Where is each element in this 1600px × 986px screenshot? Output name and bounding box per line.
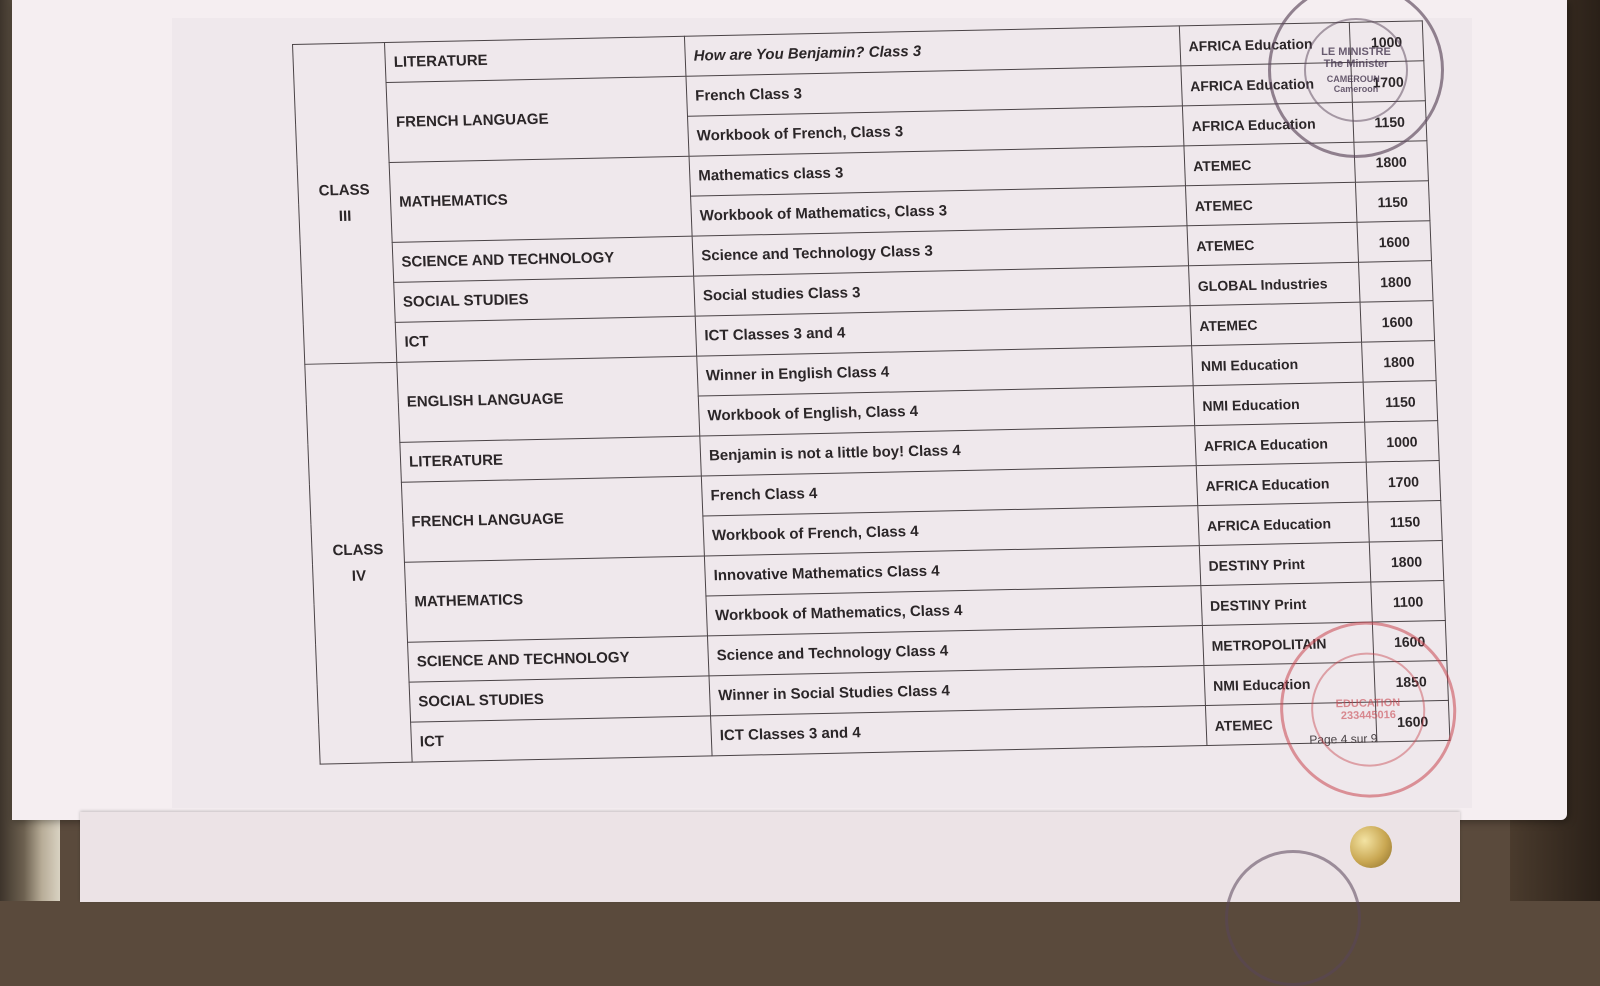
subject-cell: MATHEMATICS <box>404 556 707 642</box>
book-title-cell: Workbook of French, Class 4 <box>703 506 1199 556</box>
subject-cell: FRENCH LANGUAGE <box>401 476 704 562</box>
class-label-cell <box>293 43 397 365</box>
book-list-document <box>292 20 1450 783</box>
book-title-cell: Social studies Class 3 <box>694 266 1190 316</box>
minister-stamp-center <box>1304 18 1408 122</box>
book-title-cell: Science and Technology Class 4 <box>707 626 1203 676</box>
subject-cell: ICT <box>395 316 696 362</box>
subject-cell: SOCIAL STUDIES <box>394 276 695 322</box>
class-label-cell <box>305 362 412 764</box>
book-title-cell: French Class 3 <box>686 66 1182 116</box>
subject-cell: ICT <box>411 716 712 762</box>
subject-cell: ENGLISH LANGUAGE <box>397 356 700 442</box>
minister-stamp-line2: The Minister <box>1323 58 1389 70</box>
book-title-cell: ICT Classes 3 and 4 <box>711 706 1207 756</box>
price-cell: 1700 <box>1351 61 1426 103</box>
price-cell: 1600 <box>1375 700 1450 742</box>
publisher-cell: NMI Education <box>1193 382 1364 426</box>
book-title-cell: Science and Technology Class 3 <box>692 226 1188 276</box>
book-title-cell: Workbook of French, Class 3 <box>688 106 1184 156</box>
publisher-cell: AFRICA Education <box>1179 22 1350 66</box>
publisher-cell: DESTINY Print <box>1199 542 1370 586</box>
publisher-cell: ATEMEC <box>1185 182 1356 226</box>
price-cell: 1150 <box>1355 181 1430 223</box>
book-title-cell: Workbook of Mathematics, Class 3 <box>691 186 1187 236</box>
price-cell: 1700 <box>1366 461 1441 503</box>
book-title-cell: Workbook of Mathematics, Class 4 <box>706 586 1202 636</box>
price-cell: 1600 <box>1360 301 1435 343</box>
price-cell: 1800 <box>1369 541 1444 583</box>
subject-cell: SCIENCE AND TECHNOLOGY <box>392 236 693 282</box>
publisher-cell: METROPOLITAIN <box>1202 622 1373 666</box>
price-cell: 1850 <box>1374 660 1449 702</box>
subject-cell: LITERATURE <box>384 36 685 82</box>
publisher-cell: AFRICA Education <box>1198 502 1369 546</box>
subject-cell: SCIENCE AND TECHNOLOGY <box>408 636 709 682</box>
publisher-cell: AFRICA Education <box>1181 62 1352 106</box>
subject-cell: FRENCH LANGUAGE <box>386 76 689 162</box>
price-cell: 1150 <box>1363 381 1438 423</box>
education-stamp-center <box>1309 651 1427 767</box>
book-list-table <box>292 20 1450 764</box>
publisher-cell: NMI Education <box>1204 662 1375 706</box>
page-number: Page 4 sur 9 <box>1309 731 1378 747</box>
subject-cell: LITERATURE <box>400 436 701 482</box>
publisher-cell: ATEMEC <box>1205 702 1376 746</box>
minister-stamp-line1: LE MINISTRE <box>1321 46 1391 58</box>
publisher-cell: ATEMEC <box>1187 222 1358 266</box>
book-title-cell: Benjamin is not a little boy! Class 4 <box>700 426 1196 476</box>
price-cell: 1000 <box>1365 421 1440 463</box>
price-cell: 1800 <box>1362 341 1437 383</box>
price-cell: 1600 <box>1372 620 1447 662</box>
price-cell: 1100 <box>1371 580 1446 622</box>
publisher-cell: AFRICA Education <box>1196 462 1367 506</box>
price-cell: 1150 <box>1368 501 1443 543</box>
price-cell: 1800 <box>1359 261 1434 303</box>
book-title-cell: Mathematics class 3 <box>689 146 1185 196</box>
class-numeral: III <box>338 207 352 225</box>
publisher-cell: ATEMEC <box>1190 302 1361 346</box>
minister-stamp-ring: CAMEROUN · Cameroon <box>1326 74 1386 94</box>
book-title-cell: Winner in English Class 4 <box>697 346 1193 396</box>
education-stamp-number: 233445016 <box>1340 709 1397 723</box>
thumbtack <box>1350 826 1392 868</box>
publisher-cell: NMI Education <box>1192 342 1363 386</box>
publisher-cell: DESTINY Print <box>1201 582 1372 626</box>
book-title-cell: Workbook of English, Class 4 <box>698 386 1194 436</box>
class-label: CLASS <box>318 180 370 199</box>
subject-cell: SOCIAL STUDIES <box>409 676 710 722</box>
class-numeral: IV <box>351 567 367 585</box>
education-stamp-ring-text: EDUCATION <box>1335 696 1401 711</box>
publisher-cell: ATEMEC <box>1184 142 1355 186</box>
bottom-stamp <box>1225 850 1361 986</box>
subject-cell: MATHEMATICS <box>389 156 692 242</box>
book-title-cell: How are You Benjamin? Class 3 <box>684 26 1180 76</box>
book-title-cell: Winner in Social Studies Class 4 <box>709 666 1205 716</box>
class-label: CLASS <box>332 540 384 559</box>
publisher-cell: AFRICA Education <box>1182 102 1353 146</box>
book-title-cell: ICT Classes 3 and 4 <box>695 306 1191 356</box>
price-cell: 1600 <box>1357 221 1432 263</box>
publisher-cell: GLOBAL Industries <box>1189 262 1360 306</box>
publisher-cell: AFRICA Education <box>1195 422 1366 466</box>
price-cell: 1150 <box>1352 101 1427 143</box>
book-title-cell: French Class 4 <box>701 466 1197 516</box>
price-cell: 1800 <box>1354 141 1429 183</box>
book-title-cell: Innovative Mathematics Class 4 <box>704 546 1200 596</box>
price-cell: 1000 <box>1349 21 1424 63</box>
